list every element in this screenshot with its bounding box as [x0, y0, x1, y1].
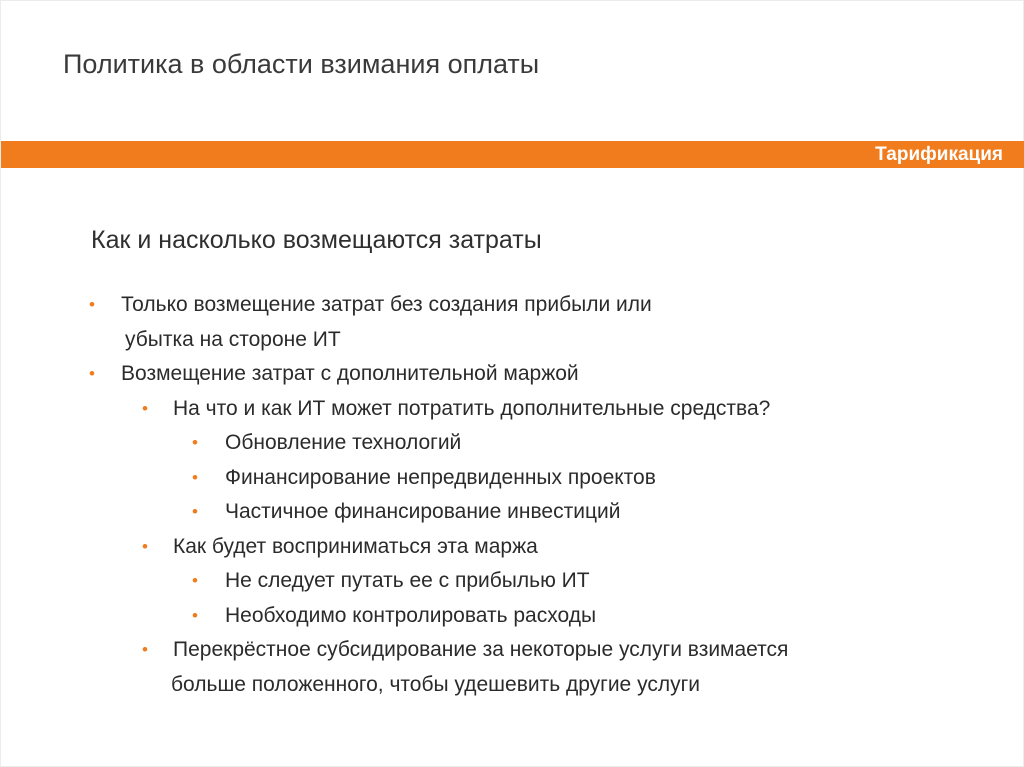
bullet-text: Финансирование непредвиденных проектов: [225, 465, 656, 489]
bullet-marker: •: [142, 398, 148, 418]
bullet-text: убытка на стороне ИТ: [125, 327, 341, 351]
bullet-item: [1, 633, 1024, 668]
bullet-list: [1, 288, 1024, 702]
bullet-marker: •: [192, 467, 198, 487]
bullet-continuation: [1, 668, 1024, 703]
bullet-text: Не следует путать ее с прибылью ИТ: [225, 569, 590, 592]
bullet-marker: •: [142, 640, 148, 659]
bullet-marker: •: [192, 571, 198, 590]
bullet-marker: •: [192, 502, 198, 521]
bullet-text: Необходимо контролировать расходы: [225, 603, 597, 627]
bullet-item: [1, 495, 1024, 530]
bullet-marker: •: [89, 364, 95, 383]
bullet-item: [1, 288, 1024, 323]
bullet-continuation: [1, 323, 1024, 358]
bullet-item: [1, 599, 1024, 634]
bullet-text: Как будет восприниматься эта маржа: [173, 534, 538, 558]
bullet-marker: •: [192, 433, 198, 452]
bullet-text: Перекрёстное субсидирование за некоторые услуги взимается: [173, 638, 789, 661]
bullet-item: [1, 564, 1024, 599]
section-heading: Как и насколько возмещаются затраты: [91, 226, 542, 254]
bullet-text: Частичное финансирование инвестиций: [225, 500, 621, 523]
bullet-text: больше положенного, чтобы удешевить другие услуги: [171, 672, 700, 696]
bullet-item: [1, 392, 1024, 427]
slide-title: Политика в области взимания оплаты: [63, 49, 540, 79]
bullet-item: [1, 426, 1024, 461]
bullet-marker: •: [192, 605, 198, 625]
bullet-marker: •: [142, 536, 148, 556]
bullet-item: [1, 357, 1024, 392]
bullet-item: [1, 461, 1024, 496]
bullet-text: Обновление технологий: [225, 431, 462, 454]
bullet-text: Возмещение затрат с дополнительной маржой: [121, 362, 579, 385]
section-band: [1, 141, 1024, 168]
bullet-text: Только возмещение затрат без создания прибыли или: [121, 293, 652, 316]
band-label: Тарификация: [875, 144, 1003, 165]
bullet-marker: •: [89, 295, 95, 314]
bullet-text: На что и как ИТ может потратить дополнительные средства?: [173, 396, 771, 420]
bullet-item: [1, 530, 1024, 565]
